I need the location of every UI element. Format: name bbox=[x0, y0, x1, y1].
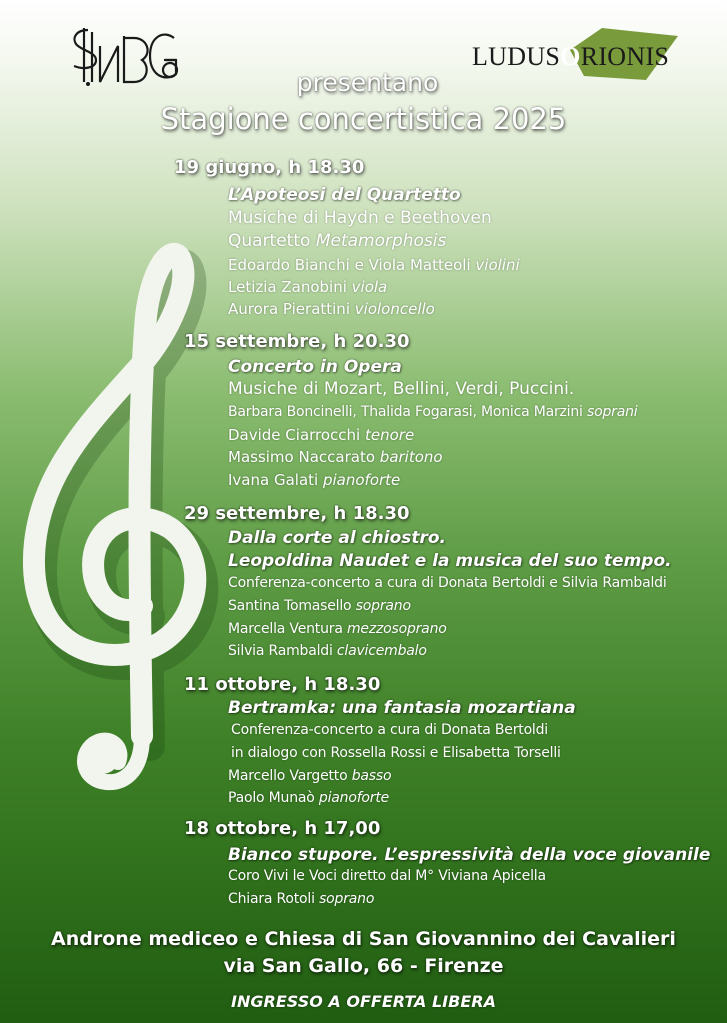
performer-name: Letizia Zanobini bbox=[228, 278, 347, 296]
performer-name: Chiara Rotoli bbox=[228, 891, 315, 907]
event-date: 15 settembre, h 20.30 bbox=[184, 331, 410, 352]
event-title: L’Apoteosi del Quartetto bbox=[228, 185, 461, 205]
event-date: 11 ottobre, h 18.30 bbox=[184, 674, 381, 695]
performer-line bbox=[228, 471, 400, 489]
venue-name: Androne mediceo e Chiesa di San Giovannino dei Cavalieri bbox=[51, 928, 676, 950]
performer-name: Santina Tomasello bbox=[228, 598, 352, 614]
performer-role: soprano bbox=[355, 598, 411, 614]
performer-role: tenore bbox=[365, 426, 415, 444]
performer-role: viola bbox=[351, 278, 388, 296]
logo-suffix: RIONIS bbox=[580, 42, 670, 71]
event-program: Conferenza-concerto a cura di Donata Bertoldi bbox=[231, 722, 548, 738]
performer-name: Marcello Vargetto bbox=[228, 768, 348, 784]
event-date: 18 ottobre, h 17,00 bbox=[184, 818, 381, 839]
performer-role: violoncello bbox=[354, 300, 435, 318]
entrance-note: INGRESSO A OFFERTA LIBERA bbox=[231, 992, 496, 1011]
event-program: Musiche di Mozart, Bellini, Verdi, Puccini. bbox=[228, 379, 575, 399]
event-title: Bertramka: una fantasia mozartiana bbox=[228, 698, 576, 718]
performer-line bbox=[228, 404, 637, 420]
event-program: Musiche di Haydn e Beethoven bbox=[228, 208, 492, 228]
performer-line bbox=[228, 300, 435, 318]
performer-name: Marcella Ventura bbox=[228, 621, 343, 637]
logo-prefix: LUDUS bbox=[472, 42, 561, 71]
event-date: 19 giugno, h 18.30 bbox=[174, 157, 365, 178]
performer-line bbox=[228, 278, 387, 296]
performer-name: Aurora Pierattini bbox=[228, 300, 350, 318]
performer-line bbox=[228, 643, 427, 659]
performer-name: Barbara Boncinelli, Thalida Fogarasi, Monica Marzini bbox=[228, 404, 583, 420]
event-ensemble bbox=[228, 231, 446, 251]
event-date: 29 settembre, h 18.30 bbox=[184, 503, 410, 524]
performer-line bbox=[228, 426, 414, 444]
event-title: Concerto in Opera bbox=[228, 357, 402, 377]
performer-line bbox=[228, 891, 374, 907]
performer-role: pianoforte bbox=[322, 471, 401, 489]
event-title: Dalla corte al chiostro. bbox=[228, 528, 447, 548]
performer-line bbox=[228, 598, 411, 614]
performer-line bbox=[228, 768, 391, 784]
ensemble-name: Metamorphosis bbox=[315, 231, 447, 251]
performer-name: Paolo Munaò bbox=[228, 790, 315, 806]
performer-line bbox=[228, 790, 389, 806]
performer-name: Massimo Naccarato bbox=[228, 448, 376, 466]
event-program-2: in dialogo con Rossella Rossi e Elisabetta Torselli bbox=[231, 745, 561, 761]
event-title: Bianco stupore. L’espressività della voce giovanile bbox=[228, 845, 711, 865]
performer-role: violini bbox=[475, 256, 520, 274]
event-program: Coro Vivi le Voci diretto dal M° Viviana Apicella bbox=[228, 868, 546, 884]
performer-line bbox=[228, 621, 447, 637]
season-title: Stagione concertistica 2025 bbox=[160, 102, 567, 136]
performer-role: basso bbox=[351, 768, 392, 784]
performer-line bbox=[228, 256, 520, 274]
performer-name: Davide Ciarrocchi bbox=[228, 426, 361, 444]
performer-role: mezzosoprano bbox=[346, 621, 447, 637]
performer-role: soprano bbox=[319, 891, 375, 907]
performer-line bbox=[228, 448, 443, 466]
event-program: Conferenza-concerto a cura di Donata Bertoldi e Silvia Rambaldi bbox=[228, 575, 667, 591]
logo-o: O bbox=[560, 42, 581, 71]
performer-role: soprani bbox=[587, 404, 638, 420]
venue-address: via San Gallo, 66 - Firenze bbox=[223, 955, 504, 977]
performer-name: Silvia Rambaldi bbox=[228, 643, 333, 659]
performer-role: baritono bbox=[379, 448, 443, 466]
performer-role: clavicembalo bbox=[336, 643, 427, 659]
presents-label: presentano bbox=[296, 68, 439, 97]
performer-name: Edoardo Bianchi e Viola Matteoli bbox=[228, 256, 471, 274]
performer-name: Ivana Galati bbox=[228, 471, 319, 489]
performer-role: pianoforte bbox=[318, 790, 390, 806]
event-subtitle: Leopoldina Naudet e la musica del suo tempo. bbox=[228, 551, 672, 571]
ensemble-prefix: Quartetto bbox=[228, 231, 311, 251]
